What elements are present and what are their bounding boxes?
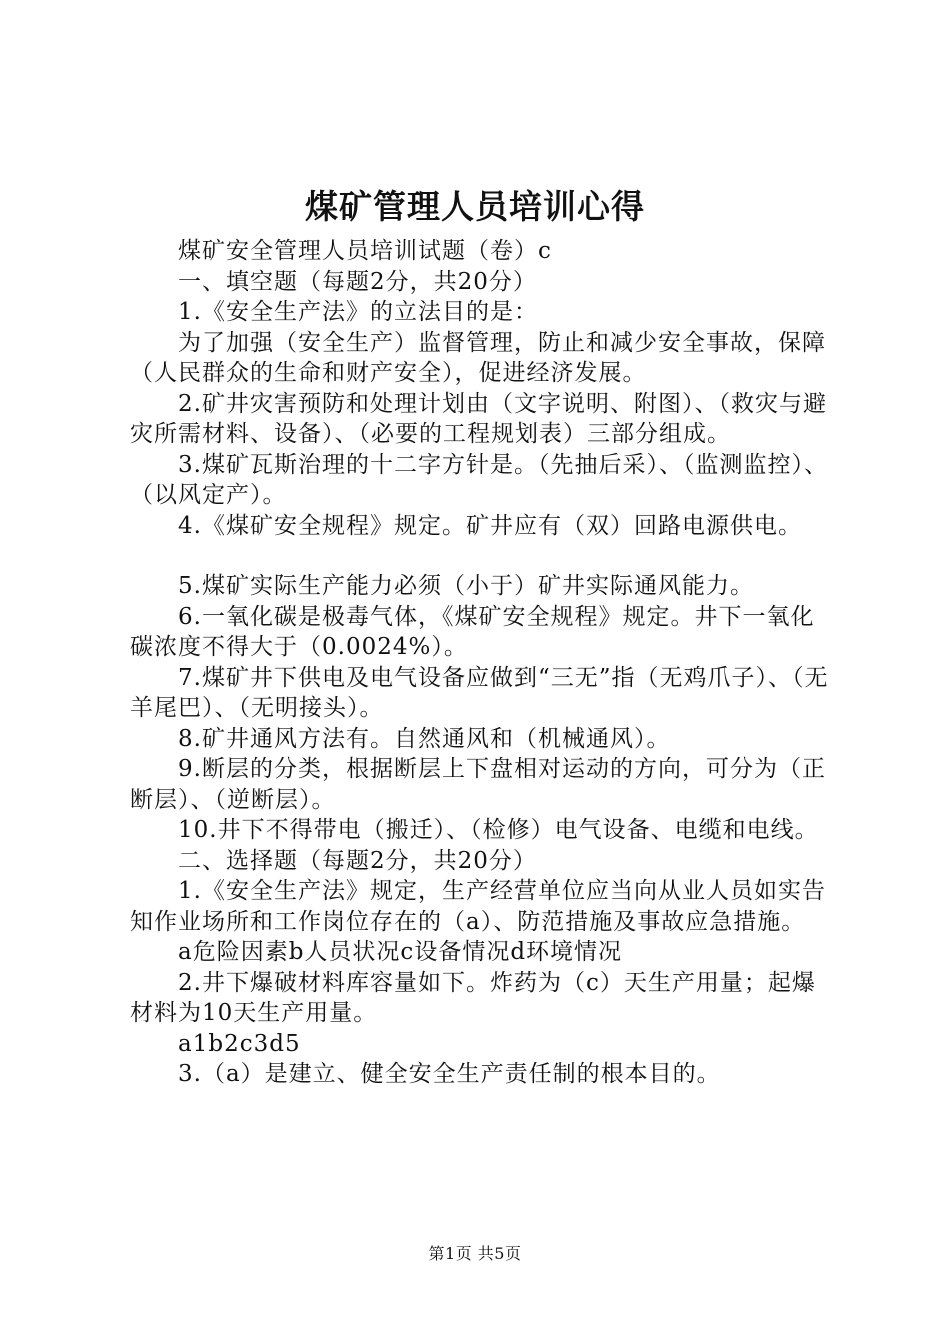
question-choice-3: 3.（a）是建立、健全安全生产责任制的根本目的。 (178, 1061, 721, 1087)
document-body (130, 236, 835, 1090)
answer-fill-1: 为了加强（安全生产）监督管理，防止和减少安全事故，保障（人民群众的生命和财产安全），促进经济发展。 (130, 329, 826, 386)
section-heading-choice: 二、选择题（每题2分，共20分） (178, 847, 537, 874)
question-fill-8: 8.矿井通风方法有。自然通风和（机械通风）。 (178, 725, 671, 752)
question-fill-3: 3.煤矿瓦斯治理的十二字方针是。（先抽后采）、（监测监控）、（以风定产）。 (130, 451, 828, 508)
question-fill-6: 6.一氧化碳是极毒气体，《煤矿安全规程》规定。井下一氧化碳浓度不得大于（0.0024%）。 (130, 603, 815, 660)
question-fill-4: 4.《煤矿安全规程》规定。矿井应有（双）回路电源供电。 (178, 512, 802, 539)
options-choice-2: a1b2c3d5 (178, 1030, 301, 1057)
options-choice-1: a危险因素b人员状况c设备情况d环境情况 (178, 939, 623, 965)
page-footer: 第1页 共5页 (428, 1244, 522, 1263)
question-fill-9: 9.断层的分类，根据断层上下盘相对运动的方向，可分为（正断层）、（逆断层）。 (130, 756, 826, 813)
section-heading-fill-blank: 一、填空题（每题2分，共20分） (178, 268, 537, 295)
question-fill-10: 10.井下不得带电（搬迁）、（检修）电气设备、电缆和电线。 (178, 817, 819, 843)
question-fill-5: 5.煤矿实际生产能力必须（小于）矿井实际通风能力。 (178, 573, 754, 599)
question-fill-1: 1.《安全生产法》的立法目的是： (178, 299, 538, 325)
document-title: 煤矿管理人员培训心得 (305, 187, 645, 226)
question-choice-1: 1.《安全生产法》规定，生产经营单位应当向从业人员如实告知作业场所和工作岗位存在的（a）、防范措施及事故应急措施。 (130, 878, 826, 935)
question-fill-2: 2.矿井灾害预防和处理计划由（文字说明、附图）、（救灾与避灾所需材料、设备）、（必要的工程规划表）三部分组成。 (130, 390, 827, 447)
question-fill-7: 7.煤矿井下供电及电气设备应做到“三无”指（无鸡爪子）、（无羊尾巴）、（无明接头）。 (130, 664, 829, 721)
paragraph-exam-title: 煤矿安全管理人员培训试题（卷）c (178, 238, 552, 264)
question-choice-2: 2.井下爆破材料库容量如下。炸药为（c）天生产用量；起爆材料为10天生产用量。 (130, 969, 816, 1026)
